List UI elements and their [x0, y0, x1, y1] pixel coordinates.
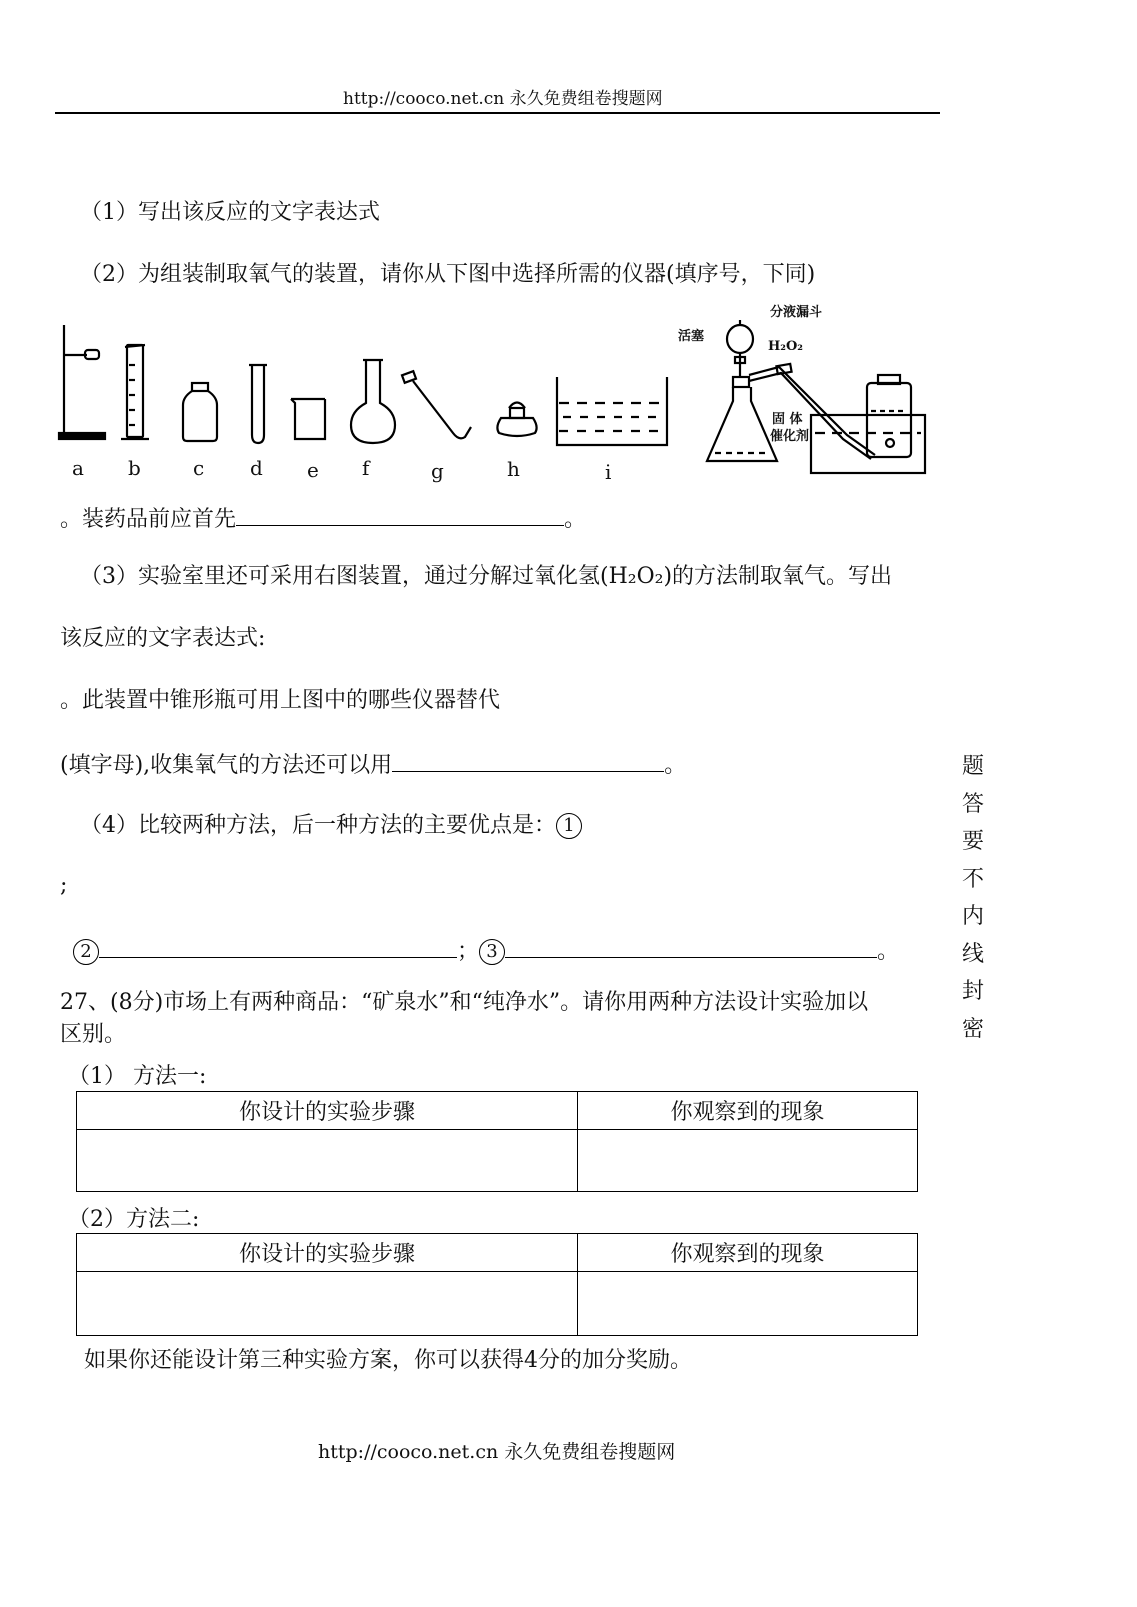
- m1-header-steps: 你设计的实验步骤: [77, 1092, 578, 1130]
- circle-2-num: 2: [80, 941, 92, 962]
- method-1-table: [76, 1091, 918, 1192]
- circle-2: [73, 939, 99, 965]
- answer-line-3d: [60, 751, 686, 777]
- method-2-table: [76, 1233, 918, 1336]
- m2-header-steps: 你设计的实验步骤: [77, 1234, 578, 1272]
- question-2: （2）为组装制取氧气的装置，请你从下图中选择所需的仪器(填序号，下同): [80, 262, 816, 287]
- circle-1-num: 1: [563, 815, 575, 836]
- question-1: （1）写出该反应的文字表达式: [80, 200, 380, 225]
- h2o2-apparatus-drawing: [707, 320, 925, 473]
- fig-label-g: g: [431, 459, 444, 483]
- label-h2o2: H₂O₂: [768, 339, 803, 354]
- label-catalyst: 催化剂: [770, 429, 810, 444]
- seal-char-8: 密: [961, 1016, 984, 1042]
- seal-char-6: 线: [961, 941, 984, 967]
- apparatus-figure: [55, 305, 935, 475]
- method-2-label: （2）方法二:: [68, 1207, 200, 1232]
- m1-cell-steps[interactable]: [77, 1130, 578, 1192]
- m2-cell-observation[interactable]: [578, 1272, 918, 1336]
- graduated-cylinder-drawing: [121, 345, 149, 439]
- label-solid: 固 体: [772, 412, 803, 427]
- footer-site: http://cooco.net.cn 永久免费组卷搜题网: [318, 1441, 676, 1463]
- circle-3-num: 3: [486, 941, 498, 962]
- fig-label-i: i: [605, 460, 612, 484]
- line3d-suffix: 。: [664, 753, 687, 778]
- fig-label-c: c: [193, 456, 205, 480]
- seal-char-4: 不: [961, 866, 984, 892]
- line3d-prefix: (填字母),收集氧气的方法还可以用: [60, 753, 393, 778]
- alcohol-lamp-drawing: [497, 403, 536, 437]
- test-tube-drawing: [249, 365, 267, 443]
- answer-line-4: [73, 937, 899, 965]
- method-1-label: （1） 方法一:: [68, 1064, 207, 1089]
- iron-stand-drawing: [59, 325, 105, 440]
- seal-char-1: 题: [961, 754, 984, 779]
- bottle-drawing: [183, 383, 217, 441]
- answer-line-1: [60, 505, 586, 531]
- bonus-note: 如果你还能设计第三种实验方案，你可以获得4分的加分奖励。: [84, 1348, 692, 1373]
- label-stopcock: 活塞: [678, 329, 705, 344]
- blank-collect-method[interactable]: [392, 751, 664, 772]
- header-site: http://cooco.net.cn 永久免费组卷搜题网: [343, 89, 663, 109]
- header-rule: [55, 112, 940, 114]
- label-separatory-funnel: 分液漏斗: [770, 305, 823, 320]
- seal-char-3: 要: [961, 829, 984, 854]
- fig-label-f: f: [362, 456, 370, 480]
- m2-header-observation: 你观察到的现象: [578, 1234, 918, 1272]
- question-3b: 该反应的文字表达式:: [60, 626, 266, 651]
- end-period: 。: [877, 939, 900, 964]
- water-trough-drawing: [557, 377, 667, 445]
- delivery-tube-drawing: [402, 371, 471, 438]
- m2-cell-steps[interactable]: [77, 1272, 578, 1336]
- blank-1[interactable]: [236, 505, 564, 526]
- seal-line-text: [958, 748, 988, 1048]
- line1-suffix: 。: [564, 507, 587, 532]
- blank-advantage-3[interactable]: [505, 937, 877, 958]
- circle-3: [479, 939, 505, 965]
- seal-char-2: 答: [961, 791, 984, 817]
- m1-header-observation: 你观察到的现象: [578, 1092, 918, 1130]
- flask-drawing: [351, 360, 395, 443]
- semicolon-line: ;: [60, 873, 68, 898]
- question-3a: （3）实验室里还可采用右图装置，通过分解过氧化氢(H₂O₂)的方法制取氧气。写出: [80, 564, 893, 589]
- fig-label-d: d: [250, 456, 263, 480]
- question-27a: 27、(8分)市场上有两种商品：“矿泉水”和“纯净水”。请你用两种方法设计实验加以: [60, 990, 869, 1015]
- fig-label-h: h: [507, 457, 520, 481]
- q4-text: （4）比较两种方法，后一种方法的主要优点是：: [80, 813, 556, 838]
- beaker-drawing: [291, 399, 325, 439]
- fig-label-e: e: [307, 458, 319, 482]
- seal-char-5: 内: [961, 904, 984, 929]
- separator: ；: [457, 939, 480, 964]
- question-4: [80, 813, 582, 839]
- seal-char-7: 封: [961, 979, 984, 1004]
- line1-prefix: 。装药品前应首先: [60, 507, 237, 532]
- question-27b: 区别。: [60, 1022, 127, 1047]
- fig-label-b: b: [128, 456, 141, 480]
- m1-cell-observation[interactable]: [578, 1130, 918, 1192]
- fig-label-a: a: [72, 456, 84, 480]
- blank-advantage-2[interactable]: [99, 937, 457, 958]
- question-3c: 。此装置中锥形瓶可用上图中的哪些仪器替代: [60, 688, 501, 713]
- circle-1: [556, 813, 582, 839]
